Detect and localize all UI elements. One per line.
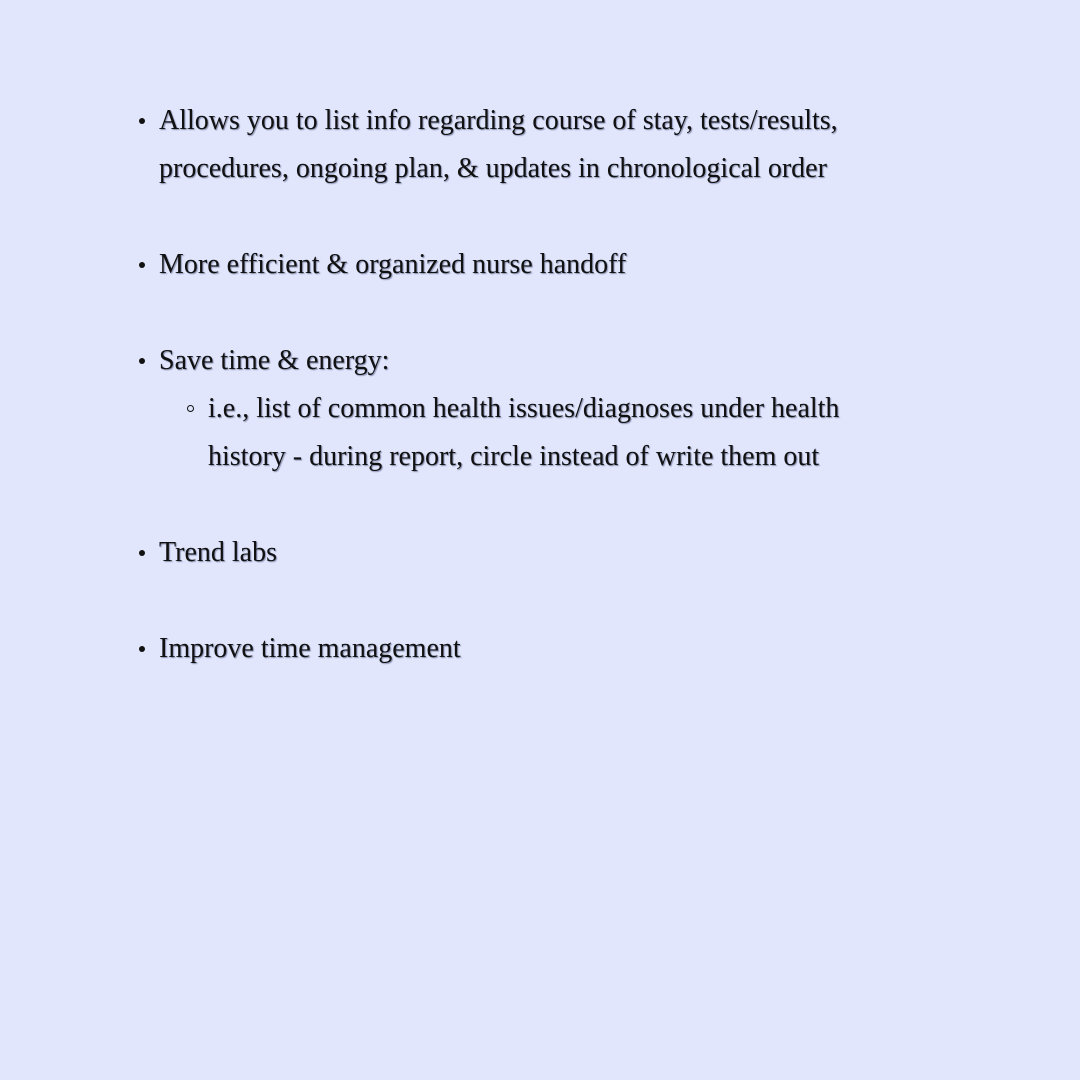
- sub-bullet-text: i.e., list of common health issues/diagnoses under health history - during report, circle instead of write them out: [208, 393, 840, 472]
- bullet-item-save-time: [0, 337, 1080, 481]
- slide-content: [0, 97, 1080, 721]
- bullet-text: Trend labs: [159, 537, 277, 568]
- bullet-text: Save time & energy:: [159, 345, 390, 376]
- bullet-item-trend-labs: [0, 529, 1080, 577]
- sub-bullet-list: [159, 385, 930, 481]
- bullet-item-time-management: [0, 625, 1080, 673]
- bullet-item-nurse-handoff: [0, 241, 1080, 289]
- bullet-list: [0, 97, 1080, 673]
- bullet-item-course-of-stay: [0, 97, 1080, 193]
- sub-bullet-item-health-issues: [159, 385, 930, 481]
- bullet-text: More efficient & organized nurse handoff: [159, 249, 627, 280]
- bullet-text: Improve time management: [159, 633, 461, 664]
- bullet-text: Allows you to list info regarding course of stay, tests/results, procedures, ongoing plan, & updates in chronological order: [159, 105, 838, 184]
